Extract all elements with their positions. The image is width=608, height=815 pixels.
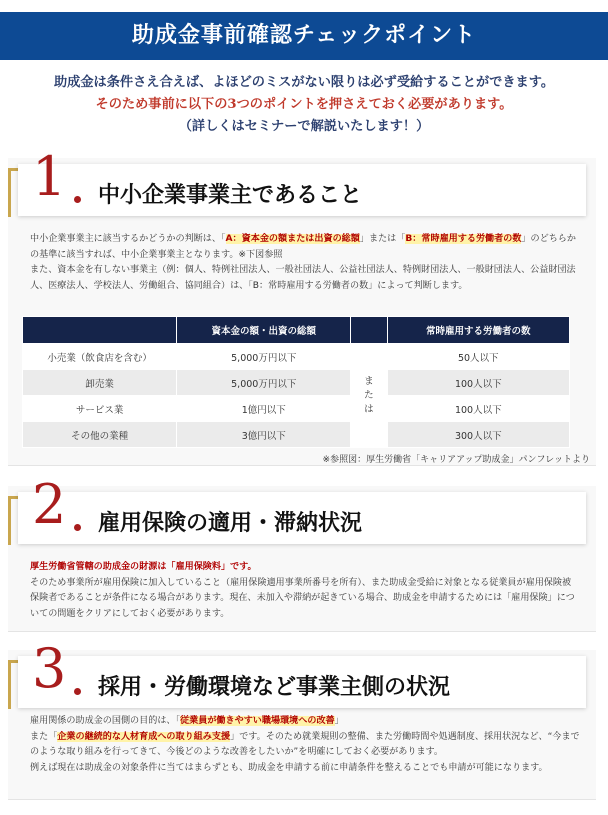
text-span: 」のどちらかの基準に該当すれば、中小企業事業主となります。※下図参照 xyxy=(30,234,576,260)
table-header-row xyxy=(23,317,570,344)
capital-cell: 1億円以下 xyxy=(177,396,351,422)
workers-cell: 300人以下 xyxy=(387,422,569,448)
source-note: ※参照図：厚生労働省「キャリアアップ助成金」パンフレットより xyxy=(322,455,590,465)
section-3 xyxy=(8,637,596,800)
text-span: 雇用関係の助成金の国側の目的は、「 xyxy=(30,716,181,726)
table-header xyxy=(23,317,177,344)
table-row xyxy=(23,422,570,448)
highlight-a: A：資本金の額または出資の総額 xyxy=(225,234,360,244)
or-char: ま xyxy=(364,375,374,387)
or-char: は xyxy=(364,403,374,415)
text-span: 中小企業事業主に該当するかどうかの判断は、「 xyxy=(30,234,226,244)
highlight-b: B：常時雇用する労働者の数 xyxy=(405,234,522,244)
industry-cell: サービス業 xyxy=(23,396,177,422)
text-span: 」 xyxy=(334,716,344,726)
intro-line-3: （詳しくはセミナーで解説いたします！） xyxy=(178,119,430,134)
section-2 xyxy=(8,473,596,632)
section-3-title: 採用・労働環境など事業主側の状況 xyxy=(98,675,451,700)
section-2-title: 雇用保険の適用・滞納状況 xyxy=(98,511,363,536)
highlight-support: 企業の継続的な人材育成への取り組み支援 xyxy=(57,731,231,742)
section-2-header xyxy=(18,473,586,544)
table-row xyxy=(23,396,570,422)
section-3-header xyxy=(18,637,586,708)
text-span: 」または「 xyxy=(359,234,406,244)
industry-cell: 小売業（飲食店を含む） xyxy=(23,344,177,370)
workers-cell: 100人以下 xyxy=(387,396,569,422)
industry-cell: 卸売業 xyxy=(23,370,177,396)
or-connector xyxy=(351,344,387,448)
capital-cell: 5,000万円以下 xyxy=(177,370,351,396)
section-1-header xyxy=(18,145,586,216)
section-2-paragraph: そのため事業所が雇用保険に加入していること（雇用保険適用事業所番号を所有）、また助成金受給に対象となる従業員が雇用保険被保険者であることが条件になる場合があります。現在、未加入や滞納が起きている場合、助成金を申請するためには「雇用保険」についての問題をクリアにしておく必要があります。 xyxy=(30,577,575,619)
section-3-paragraph-2 xyxy=(30,730,580,761)
number-dot xyxy=(74,688,81,695)
section-1-paragraph-2: また、資本金を有しない事業主（例：個人、特例社団法人、一般社団法人、公益社団法人、特例財団法人、一般財団法人、公益財団法人、医療法人、学校法人、労働組合、協同組合）は、「B：常時雇用する労働者の数」によって判断します。 xyxy=(30,265,576,291)
capital-cell: 5,000万円以下 xyxy=(177,344,351,370)
intro-text xyxy=(0,72,608,138)
section-2-body xyxy=(30,560,580,622)
or-char: た xyxy=(364,389,374,401)
section-1-body xyxy=(30,232,580,294)
number-dot xyxy=(74,524,81,531)
sme-criteria-table xyxy=(22,316,570,448)
text-span: また「 xyxy=(30,731,58,742)
workers-cell: 50人以下 xyxy=(387,344,569,370)
capital-cell: 3億円以下 xyxy=(177,422,351,448)
table-header: 常時雇用する労働者の数 xyxy=(387,317,569,344)
section-2-lead: 厚生労働省管轄の助成金の財源は「雇用保険料」です。 xyxy=(30,562,257,572)
page-banner xyxy=(0,12,608,60)
intro-line-1: 助成金は条件さえ合えば、よほどのミスがない限りは必ず受給することができます。 xyxy=(53,75,555,90)
highlight-goal: 従業員が働きやすい職場環境への改善 xyxy=(180,716,335,726)
section-3-paragraph-3: 例えば現在は助成金の対象条件に当てはまらずとも、助成金を申請する前に申請条件を整えることでも申請が可能になります。 xyxy=(30,762,548,773)
table-row xyxy=(23,344,570,370)
workers-cell: 100人以下 xyxy=(387,370,569,396)
section-3-number: 3 xyxy=(32,637,67,700)
text-span: 」です。そのため就業規則の整備、また労働時間や処遇制度、採用状況など、“今までのような取り組みを行ってきて、今後どのような改善をしたいか”を明確にしておく必要があります。 xyxy=(30,731,580,757)
section-1-paragraph-1 xyxy=(30,232,580,263)
section-1-title: 中小企業事業主であること xyxy=(98,183,363,208)
number-dot xyxy=(74,196,81,203)
intro-line-2: そのため事前に以下の3つのポイントを押さえておく必要があります。 xyxy=(95,97,513,112)
table-row xyxy=(23,370,570,396)
table-header xyxy=(351,317,387,344)
section-3-body xyxy=(30,714,580,776)
section-2-number: 2 xyxy=(32,473,67,536)
section-3-paragraph-1 xyxy=(30,714,580,730)
banner-title: 助成金事前確認チェックポイント xyxy=(131,23,477,48)
industry-cell: その他の業種 xyxy=(23,422,177,448)
table-header: 資本金の額・出資の総額 xyxy=(177,317,351,344)
section-1-number: 1 xyxy=(32,145,67,208)
